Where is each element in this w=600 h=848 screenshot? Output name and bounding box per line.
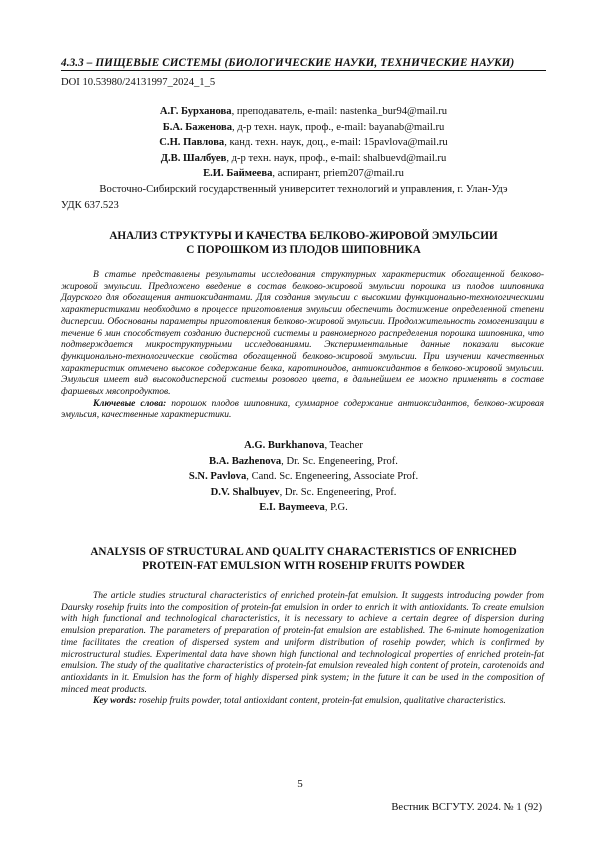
author-en bbox=[61, 500, 546, 516]
author-name: A.G. Burkhanova bbox=[244, 440, 325, 451]
doi: DOI 10.53980/24131997_2024_1_5 bbox=[61, 77, 216, 88]
title-en bbox=[61, 545, 546, 573]
journal-footer: Вестник ВСГУТУ. 2024. № 1 (92) bbox=[391, 802, 542, 813]
title-line: ANALYSIS OF STRUCTURAL AND QUALITY CHARACTERISTICS OF ENRICHED bbox=[90, 546, 517, 558]
keywords-label: Ключевые слова: bbox=[93, 398, 167, 409]
page-number: 5 bbox=[297, 778, 303, 790]
author-en bbox=[61, 485, 546, 501]
title-line: С ПОРОШКОМ ИЗ ПЛОДОВ ШИПОВНИКА bbox=[186, 244, 421, 256]
abstract-en bbox=[61, 591, 544, 708]
abstract-text: The article studies structural characteristics of enriched protein-fat emulsion. It suggests introducing powder from Daursky rosehip fruits into the composition of protein-fat emulsion in order to enrich it with antioxidants. To create emulsion with high functional and technological characteristics, it is necessary to achieve a certain degree of dispersion during emulsion preparation. The parameters of preparation of protein-fat emulsion are established. The 6-minute homogenization time facilitates the creation of dispersed system and uniform distribution of rosehip powder, which is confirmed by microstructural studies. Experimental data have shown high functional and technological properties of enriched protein-fat emulsion. The study of the qualitative characteristics of protein-fat emulsion revealed high content of protein, carotenoids and antioxidants in it. Emulsion has the form of highly dispersed pink system; in the future it can be used in the composition of minced meat products. bbox=[61, 591, 544, 695]
author-name: Е.И. Баймеева bbox=[203, 168, 273, 180]
udk: УДК 637.523 bbox=[61, 200, 119, 211]
abstract-text: В статье представлены результаты исследования структурных характеристик обогащенной белково-жировой эмульсии. Предложено введение в состав белково-жировой эмульсии порошка из плодов шиповника Даурского для обогащения антиоксидантами. Для создания эмульсии с высокими функционально-технологическими характеристиками необходимо в процессе приготовления эмульсии обеспечить достижение определенной степени дисперсии. Обоснованы параметры приготовления белково-жировой эмульсии. Продолжительность гомогенизации в течение 6 мин способствует созданию дисперсной системы и равномерного распределения порошка шиповника, что подтверждается микроструктурными исследованиями. Экспериментальные данные показали высокие функционально-технологические свойства обогащенной белково-жировой эмульсии. При изучении качественных характеристик отмечено высокое содержание белка, каротиноидов, антиоксидантов в белково-жировой эмульсии. Эмульсия имеет вид высокодисперсной системы розового цвета, в дальнейшем ее можно применять в составе фаршевых мясопродуктов. bbox=[61, 270, 544, 398]
keywords-text: порошок плодов шиповника, суммарное содержание антиоксидантов, белково-жировая эмульсия, качественные характеристики. bbox=[61, 398, 544, 421]
author-name: А.Г. Бурханова bbox=[159, 106, 232, 117]
keywords-en bbox=[61, 696, 544, 708]
author-info: , Cand. Sc. Engeneering, Associate Prof. bbox=[246, 471, 419, 483]
author-name: С.Н. Павлова bbox=[159, 137, 225, 149]
author-ru bbox=[61, 166, 546, 182]
author-ru bbox=[61, 135, 546, 151]
abstract-ru bbox=[61, 270, 544, 422]
author-ru bbox=[61, 151, 546, 167]
author-en bbox=[61, 454, 546, 470]
author-name: S.N. Pavlova bbox=[188, 471, 247, 483]
authors-ru-block bbox=[61, 104, 546, 198]
title-line: АНАЛИЗ СТРУКТУРЫ И КАЧЕСТВА БЕЛКОВО-ЖИРОВОЙ ЭМУЛЬСИИ bbox=[109, 230, 498, 242]
author-name: D.V. Shalbuyev bbox=[210, 486, 280, 498]
author-en bbox=[61, 469, 546, 485]
author-ru bbox=[61, 104, 546, 120]
affiliation: Восточно-Сибирский государственный университет технологий и управления, г. Улан-Удэ bbox=[99, 183, 508, 195]
author-info: , Dr. Sc. Engeneering, Prof. bbox=[279, 486, 397, 498]
keywords-ru bbox=[61, 399, 544, 422]
title-ru bbox=[61, 229, 546, 257]
author-info: , P.G. bbox=[324, 502, 348, 514]
title-line: PROTEIN-FAT EMULSION WITH ROSEHIP FRUITS POWDER bbox=[142, 560, 465, 572]
section-heading: 4.3.3 – ПИЩЕВЫЕ СИСТЕМЫ (БИОЛОГИЧЕСКИЕ НАУКИ, ТЕХНИЧЕСКИЕ НАУКИ) bbox=[61, 57, 546, 71]
author-info: , д-р техн. наук, проф., e-mail: shalbuevd@mail.ru bbox=[226, 152, 447, 164]
author-info: , д-р техн. наук, проф., e-mail: bayanab@mail.ru bbox=[232, 121, 445, 133]
author-info: , Dr. Sc. Engeneering, Prof. bbox=[281, 455, 398, 467]
author-en bbox=[61, 438, 546, 454]
authors-en-block bbox=[61, 438, 546, 516]
author-name: Д.В. Шалбуев bbox=[160, 152, 227, 164]
author-info: , канд. техн. наук, доц., e-mail: 15pavlova@mail.ru bbox=[224, 137, 448, 149]
author-info: , Teacher bbox=[324, 440, 363, 451]
author-info: , преподаватель, e-mail: nastenka_bur94@mail.ru bbox=[231, 106, 448, 117]
author-name: E.I. Baymeeva bbox=[259, 502, 325, 514]
keywords-label: Key words: bbox=[93, 696, 137, 707]
author-name: Б.А. Баженова bbox=[162, 121, 233, 133]
keywords-text: rosehip fruits powder, total antioxidant content, protein-fat emulsion, qualitative characteristics. bbox=[136, 696, 506, 707]
author-info: , аспирант, priem207@mail.ru bbox=[272, 168, 404, 180]
author-ru bbox=[61, 120, 546, 136]
author-name: B.A. Bazhenova bbox=[209, 455, 282, 467]
